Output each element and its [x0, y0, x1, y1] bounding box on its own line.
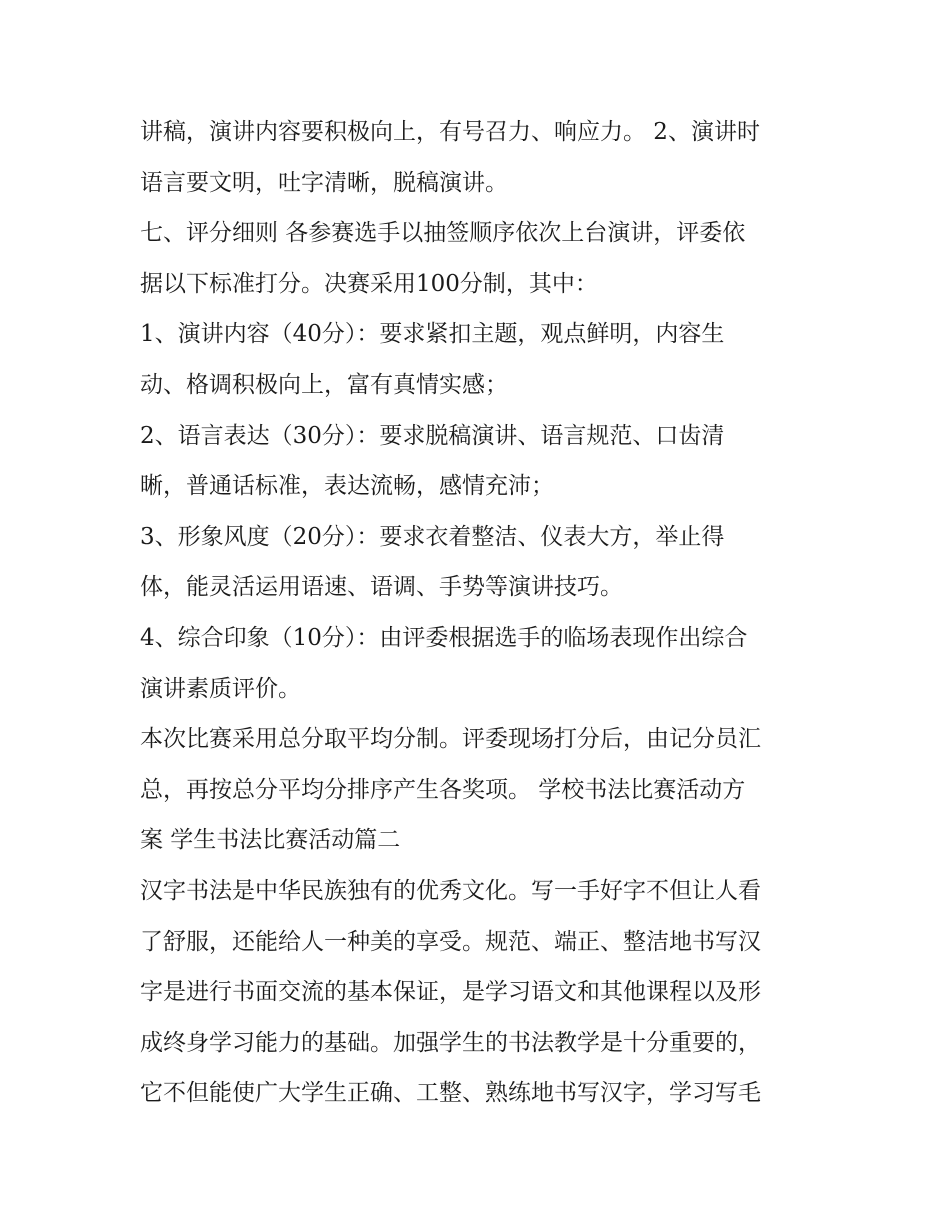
text-line: 2、语言表达（30分）：要求脱稿演讲、语言规范、口齿清 [140, 422, 725, 449]
text-line: 晰，普通话标准，表达流畅，感情充沛； [140, 473, 554, 500]
text-line: 汉字书法是中华民族独有的优秀文化。写一手好字不但让人看 [140, 877, 761, 904]
text-line: 讲稿，演讲内容要积极向上，有号召力、响应力。 2、演讲时 [140, 119, 760, 145]
text-line: 3、形象风度（20分）：要求衣着整洁、仪表大方，举止得 [140, 523, 725, 550]
text-line: 1、演讲内容（40分）：要求紧扣主题，观点鲜明，内容生 [140, 321, 725, 348]
text-line: 了舒服，还能给人一种美的享受。规范、端正、整洁地书写汉 [140, 928, 761, 955]
text-line: 动、格调积极向上，富有真情实感； [140, 371, 508, 398]
text-line: 案 学生书法比赛活动篇二 [140, 827, 401, 854]
text-line: 字是进行书面交流的基本保证，是学习语文和其他课程以及形 [140, 979, 761, 1006]
text-line: 4、综合印象（10分）：由评委根据选手的临场表现作出综合 [140, 624, 748, 651]
text-line: 本次比赛采用总分取平均分制。评委现场打分后，由记分员汇 [140, 726, 761, 753]
text-line: 七、评分细则 各参赛选手以抽签顺序依次上台演讲，评委依 [140, 220, 746, 247]
text-line: 成终身学习能力的基础。加强学生的书法教学是十分重要的， [140, 1029, 761, 1056]
text-line: 据以下标准打分。决赛采用100分制，其中： [140, 270, 598, 297]
text-line: 体，能灵活运用语速、语调、手势等演讲技巧。 [140, 574, 623, 601]
document-body [140, 107, 820, 1119]
text-line: 语言要文明，吐字清晰，脱稿演讲。 [140, 169, 508, 196]
text-line: 总，再按总分平均分排序产生各奖项。 学校书法比赛活动方 [140, 776, 746, 803]
text-line: 演讲素质评价。 [140, 675, 301, 702]
text-line: 它不但能使广大学生正确、工整、熟练地书写汉字，学习写毛 [140, 1080, 761, 1107]
